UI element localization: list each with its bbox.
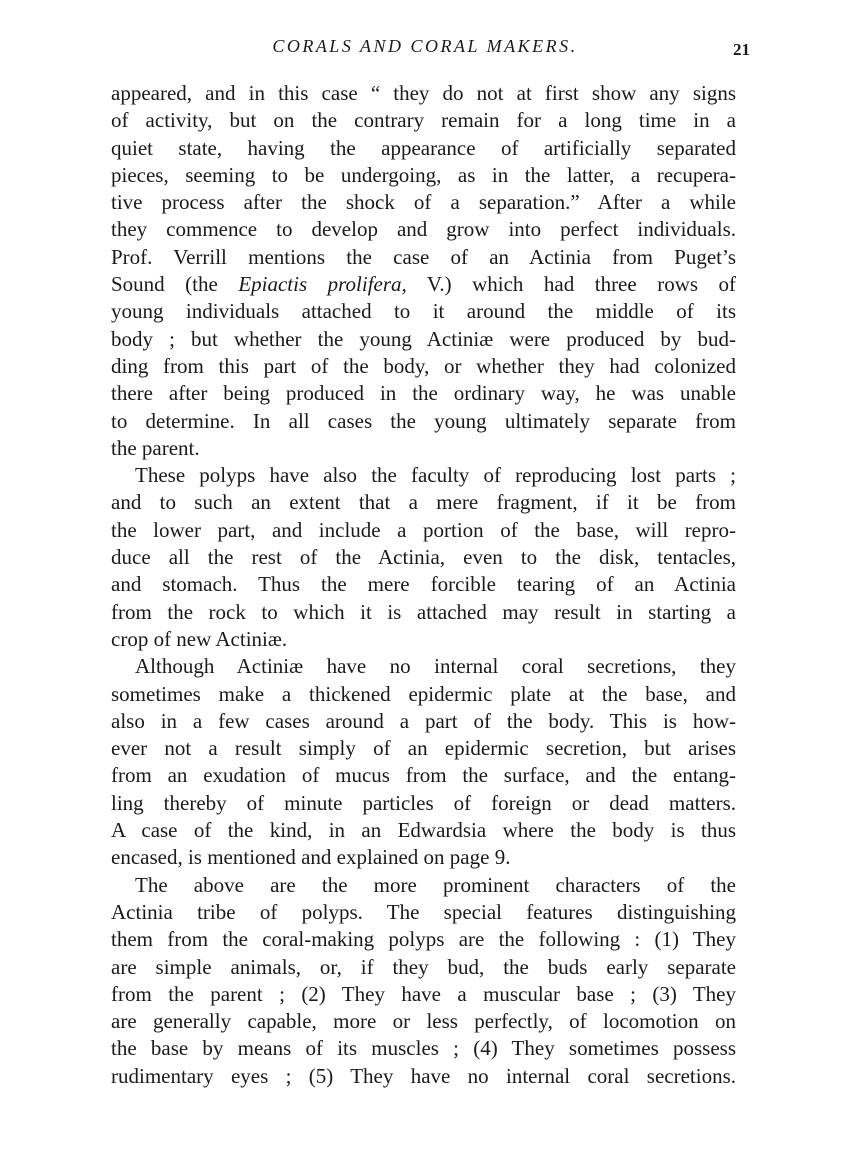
- text-line: A case of the kind, in an Edwardsia where the body is thus: [111, 818, 736, 843]
- text-line: The above are the more prominent characters of the: [135, 872, 736, 897]
- text-line: and to such an extent that a mere fragment, if it be from: [111, 490, 736, 515]
- text-line: Actinia tribe of polyps. The special features distinguishing: [111, 899, 736, 924]
- running-head: [0, 36, 850, 66]
- text-line: and stomach. Thus the mere forcible tearing of an Actinia: [111, 572, 736, 597]
- text-line: rudimentary eyes ; (5) They have no internal coral secretions.: [111, 1063, 736, 1088]
- text-line: them from the coral-making polyps are the following : (1) They: [111, 927, 736, 952]
- text-line: encased, is mentioned and explained on page 9.: [111, 845, 511, 870]
- text-segment: V.) which had three rows of: [406, 272, 737, 297]
- text-line: ever not a result simply of an epidermic secretion, but arises: [111, 736, 736, 761]
- text-line: the base by means of its muscles ; (4) They sometimes possess: [111, 1036, 736, 1061]
- text-line: are generally capable, more or less perfectly, of locomotion on: [111, 1009, 736, 1034]
- text-line: tive process after the shock of a separation.” After a while: [111, 190, 736, 215]
- text-line: of activity, but on the contrary remain for a long time in a: [111, 108, 736, 133]
- text-line: the parent.: [111, 435, 200, 460]
- text-line: duce all the rest of the Actinia, even to the disk, tentacles,: [111, 545, 736, 570]
- text-line: young individuals attached to it around the middle of its: [111, 299, 736, 324]
- text-line: from an exudation of mucus from the surface, and the entang-: [111, 763, 736, 788]
- species-name: Epiactis prolifera,: [238, 272, 407, 297]
- text-line: ling thereby of minute particles of foreign or dead matters.: [111, 790, 736, 815]
- text-line: quiet state, having the appearance of artificially separated: [111, 135, 736, 160]
- body-text: [111, 80, 736, 1090]
- text-line: These polyps have also the faculty of reproducing lost parts ;: [135, 463, 736, 488]
- text-segment: Sound (the: [111, 272, 239, 297]
- page-number: 21: [733, 40, 750, 59]
- text-line: the lower part, and include a portion of the base, will repro-: [111, 517, 736, 542]
- text-line: ding from this part of the body, or whether they had colonized: [111, 353, 736, 378]
- text-line: from the parent ; (2) They have a muscular base ; (3) They: [111, 981, 736, 1006]
- text-line: body ; but whether the young Actiniæ were produced by bud-: [111, 326, 736, 351]
- text-line: Prof. Verrill mentions the case of an Actinia from Puget’s: [111, 244, 736, 269]
- text-line: there after being produced in the ordinary way, he was unable: [111, 381, 736, 406]
- text-line: appeared, and in this case “ they do not at first show any signs: [111, 81, 736, 105]
- text-line: pieces, seeming to be undergoing, as in the latter, a recupera-: [111, 162, 736, 187]
- text-line: [111, 271, 736, 298]
- text-line: from the rock to which it is attached may result in starting a: [111, 599, 736, 624]
- text-line: crop of new Actiniæ.: [111, 626, 288, 651]
- text-line: also in a few cases around a part of the body. This is how-: [111, 708, 736, 733]
- text-line: sometimes make a thickened epidermic plate at the base, and: [111, 681, 736, 706]
- running-title: CORALS AND CORAL MAKERS.: [272, 36, 578, 56]
- text-line: Although Actiniæ have no internal coral secretions, they: [135, 654, 736, 679]
- text-line: they commence to develop and grow into perfect individuals.: [111, 217, 736, 242]
- text-line: are simple animals, or, if they bud, the buds early separate: [111, 954, 736, 979]
- text-line: to determine. In all cases the young ultimately separate from: [111, 408, 736, 433]
